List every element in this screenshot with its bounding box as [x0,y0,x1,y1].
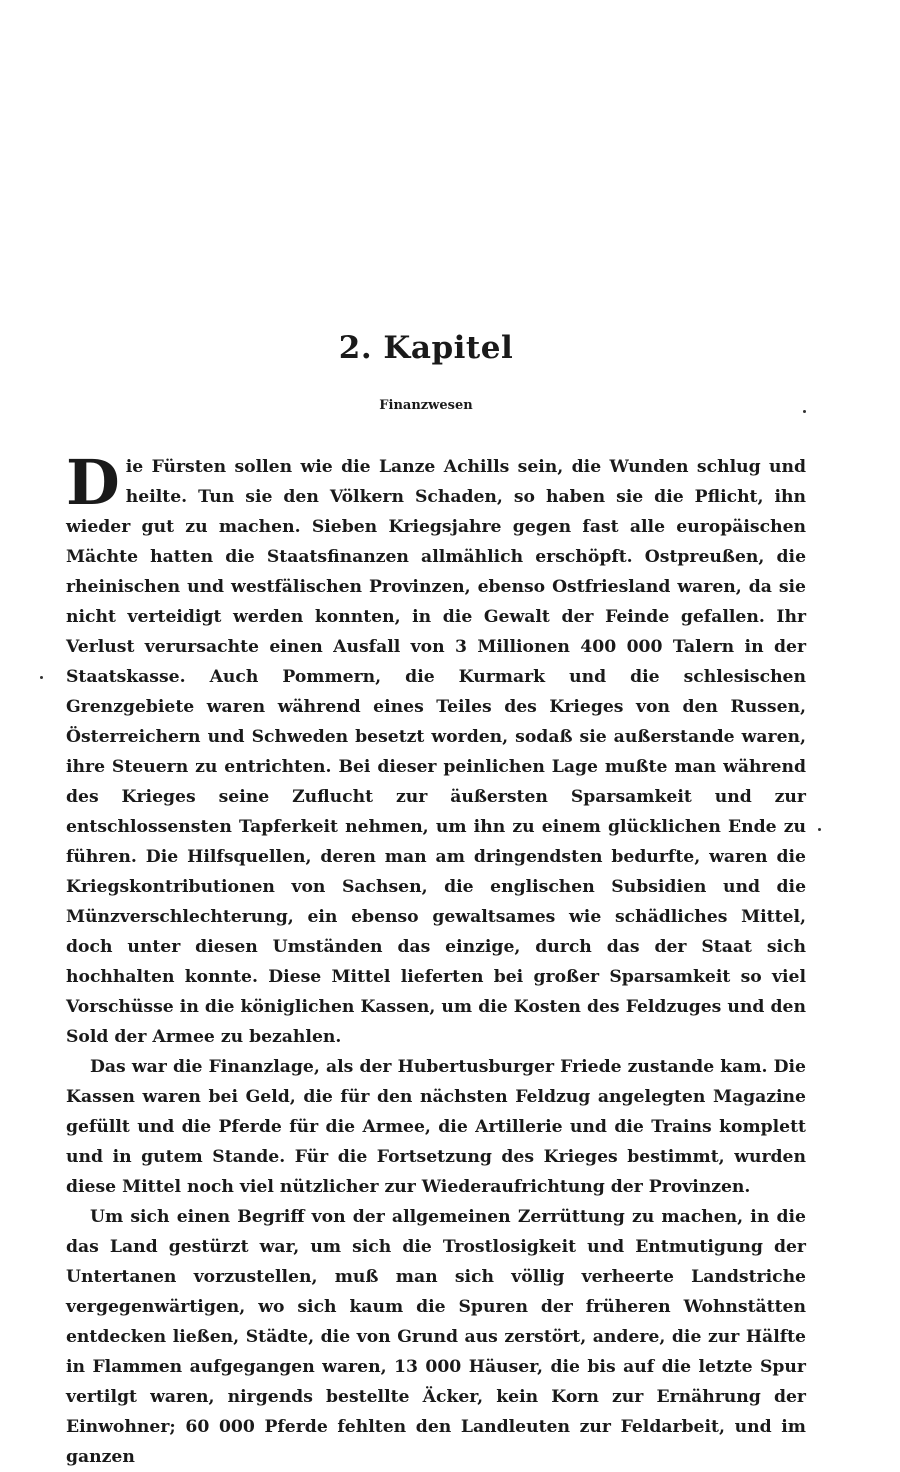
page-speck [818,828,821,831]
paragraph-2: Das war die Finanzlage, als der Hubertusburger Friede zustande kam. Die Kassen waren bei Geld, die für den nächsten Feldzug angelegten Magazine gefüllt und die Pferde für die Armee, die Artillerie und die Trains komplett und in gutem Stande. Für die Fortsetzung des Krieges bestimmt, wurden diese Mittel noch viel nützlicher zur Wiederaufrichtung der Provinzen. [66,1057,806,1197]
chapter-title: 2. Kapitel [338,330,514,366]
page-speck [803,410,806,413]
chapter-body [66,446,806,1472]
paragraph-1 [66,446,806,1052]
chapter-subtitle: Finanzwesen [379,398,473,413]
paragraph-3: Um sich einen Begriff von der allgemeinen Zerrüttung zu machen, in die das Land gestürzt war, um sich die Trostlosigkeit und Entmutigung der Untertanen vorzustellen, muß man sich völlig verheerte Landstriche vergegenwärtigen, wo sich kaum die Spuren der früheren Wohnstätten entdecken ließen, Städte, die von Grund aus zerstört, andere, die zur Hälfte in Flammen aufgegangen waren, 13 000 Häuser, die bis auf die letzte Spur vertilgt waren, nirgends bestellte Äcker, kein Korn zur Ernährung der Einwohner; 60 000 Pferde fehlten den Landleuten zur Feldarbeit, und im ganzen [66,1207,806,1467]
drop-cap-initial: D [66,446,120,519]
page-speck [40,676,43,679]
paragraph-1-text: ie Fürsten sollen wie die Lanze Achills sein, die Wunden schlug und heilte. Tun sie den Völkern Schaden, so haben sie die Pflicht, ihn wieder gut zu machen. Sieben Kriegsjahre gegen fast alle europäischen Mächte hatten die Staatsfinanzen allmählich erschöpft. Ostpreußen, die rheinischen und westfälischen Provinzen, ebenso Ostfriesland waren, da sie nicht verteidigt werden konnten, in die Gewalt der Feinde gefallen. Ihr Verlust verursachte einen Ausfall von 3 Millionen 400 000 Talern in der Staatskasse. Auch Pommern, die Kurmark und die schlesischen Grenzgebiete waren während eines Teiles des Krieges von den Russen, Österreichern und Schweden besetzt worden, sodaß sie außerstande waren, ihre Steuern zu entrichten. Bei dieser peinlichen Lage mußte man während des Krieges seine Zuflucht zur äußersten Sparsamkeit und zur entschlossensten Tapferkeit nehmen, um ihn zu einem glücklichen Ende zu führen. Die Hilfsquellen, deren man am dringendsten bedurfte, waren die Kriegskontributionen von Sachsen, die englischen Subsidien und die Münzverschlechterung, ein ebenso gewaltsames wie schädliches Mittel, doch unter diesen Umständen das einzige, durch das der Staat sich hochhalten konnte. Diese Mittel lieferten bei großer Sparsamkeit so viel Vorschüsse in die königlichen Kassen, um die Kosten des Feldzuges und den Sold der Armee zu bezahlen. [66,457,806,1047]
